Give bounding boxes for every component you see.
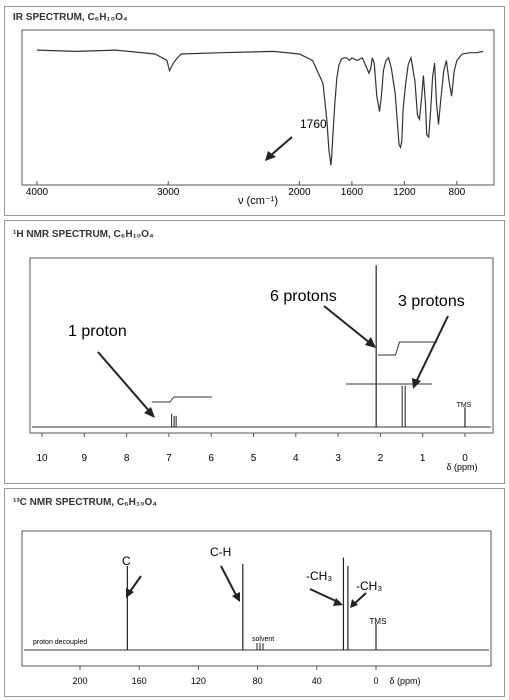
ir-tick-label: 1600 — [340, 187, 364, 198]
ir-tick-label: 2000 — [288, 187, 311, 198]
label-1-proton: 1 proton — [68, 323, 127, 340]
c-nmr-solvent-label: solvent — [252, 636, 275, 643]
h-nmr-tick-label: 6 — [208, 453, 214, 464]
label-c: C — [122, 554, 131, 568]
c-nmr-tick-label: 40 — [311, 676, 322, 686]
h-nmr-tick-label: 8 — [123, 453, 130, 464]
arrow-1-proton — [98, 352, 150, 412]
ir-spectrum — [37, 50, 483, 165]
c-nmr-tick-label: 120 — [190, 676, 206, 686]
arrowhead-c — [126, 588, 134, 598]
arrow-3-protons — [416, 316, 448, 382]
h-nmr-tick-label: 1 — [419, 453, 426, 464]
c-nmr-axis-label: δ (ppm) — [389, 676, 421, 686]
label-6-protons: 6 protons — [270, 288, 337, 305]
label-c-h: C-H — [210, 545, 232, 559]
ir-tick-label: 4000 — [25, 187, 49, 198]
h-nmr-tick-label: 4 — [293, 453, 299, 464]
c-nmr-tick-label: 0 — [373, 676, 379, 686]
h-nmr-tms-label: TMS — [456, 402, 472, 409]
h-nmr-tick-label: 3 — [335, 453, 341, 464]
h-nmr-axis-label: δ (ppm) — [446, 462, 478, 472]
arrow-ch3-a — [310, 589, 338, 602]
h-nmr-tick-label: 5 — [250, 453, 257, 464]
h-nmr-tick-label: 2 — [377, 453, 384, 464]
ir-tick-label: 800 — [448, 187, 466, 198]
h-nmr-plot-box — [30, 258, 493, 433]
arrowhead-1-proton — [144, 407, 155, 418]
h-nmr-axis-ticks — [36, 433, 468, 464]
label-3-protons: 3 protons — [398, 293, 465, 310]
c-nmr-tick-label: 80 — [252, 676, 263, 686]
c-nmr-axis-ticks — [72, 666, 378, 686]
h-nmr-integration — [152, 397, 212, 402]
ir-tick-label: 3000 — [157, 187, 180, 198]
ir-axis-label: ν (cm⁻¹) — [237, 195, 279, 207]
h-nmr-spectrum — [32, 265, 491, 427]
c-nmr-tms-label: TMS — [369, 617, 387, 626]
ir-tick-label: 1200 — [393, 187, 416, 198]
ir-annotation-1760: 1760 — [300, 117, 327, 131]
h-nmr-tick-label: 10 — [36, 453, 48, 464]
h-nmr-tick-label: 7 — [166, 453, 172, 464]
h-nmr-integration — [378, 342, 437, 355]
label-ch3-b: -CH₃ — [356, 579, 383, 593]
arrowhead-ch3-a — [333, 598, 343, 606]
arrowhead-6-protons — [365, 337, 376, 348]
ir-arrow — [270, 137, 292, 156]
ir-plot-box — [22, 30, 494, 185]
h-nmr-tick-label: 9 — [81, 453, 88, 464]
arrow-c-h — [221, 566, 237, 597]
h-nmr-title: ¹H NMR SPECTRUM, C₆H₁₀O₄ — [13, 229, 154, 240]
ir-title: IR SPECTRUM, C₆H₁₀O₄ — [13, 12, 128, 23]
c-nmr-title: ¹³C NMR SPECTRUM, C₆H₁₀O₄ — [13, 497, 158, 508]
c-nmr-tick-label: 160 — [131, 676, 147, 686]
arrow-ch3-b — [354, 593, 366, 604]
c-nmr-tick-label: 200 — [72, 676, 88, 686]
c-nmr-decoupled-label: proton decoupled — [33, 639, 88, 646]
h-nmr-tick-label: 0 — [462, 453, 468, 464]
arrow-6-protons — [324, 306, 370, 343]
ir-trace — [37, 50, 483, 165]
label-ch3-a: -CH₃ — [306, 569, 333, 583]
